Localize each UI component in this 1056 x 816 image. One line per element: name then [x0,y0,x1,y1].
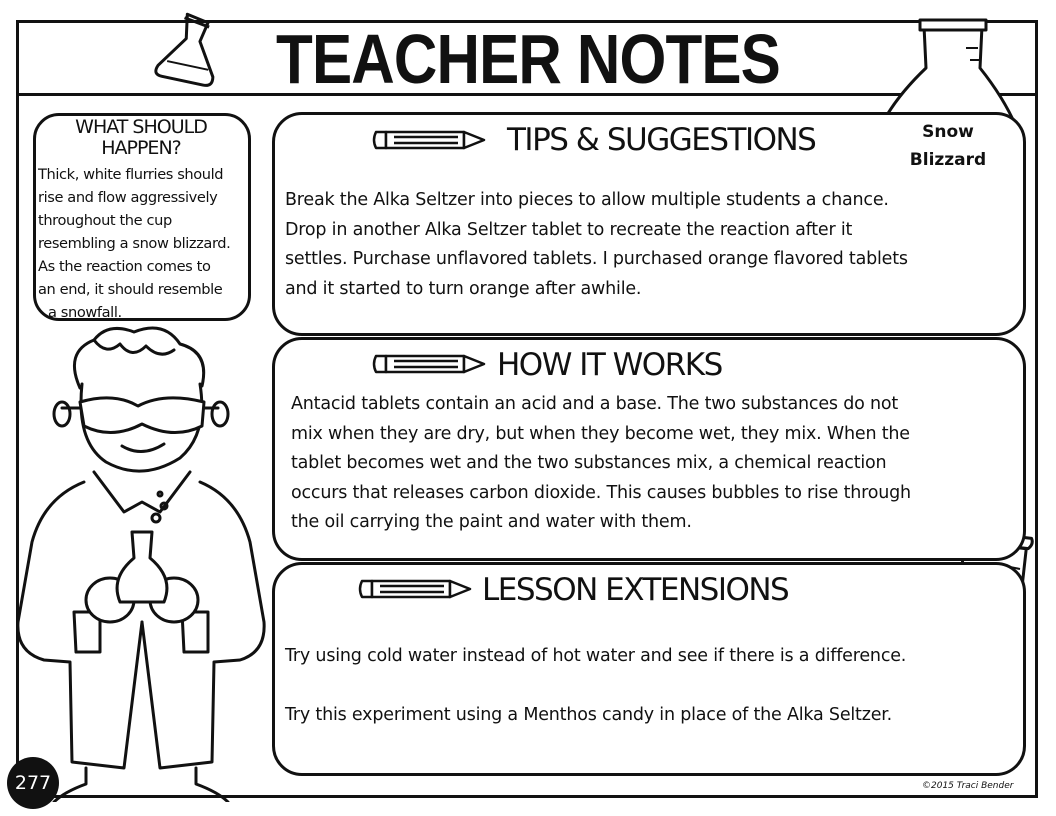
page-title: TEACHER NOTES [276,20,780,98]
how-it-works-body [291,390,911,538]
copyright: ©2015 Traci Bender [922,781,1014,791]
flask-label [900,118,996,174]
tips-heading: TIPS & SUGGESTIONS [507,122,816,158]
extension-item: Try using cold water instead of hot water and see if there is a difference. [285,646,907,666]
how-line: mix when they are dry, but when they become wet, they mix. When the [291,423,910,444]
what-line: resembling a snow blizzard. [38,235,231,252]
how-line: Antacid tablets contain an acid and a base. The two substances do not [291,394,899,414]
extension-item: Try this experiment using a Menthos candy in place of the Alka Seltzer. [285,704,893,725]
what-line: a snowfall. [48,304,122,321]
flask-label-line: Blizzard [909,150,987,170]
page-number-badge: 277 [7,757,59,809]
what-line: throughout the cup [38,212,172,229]
what-line: rise and flow aggressively [38,189,218,206]
tips-line: Break the Alka Seltzer into pieces to allow multiple students a chance. [285,190,889,210]
lesson-extensions-heading: LESSON EXTENSIONS [482,572,789,608]
how-line: tablet becomes wet and the two substances mix, a chemical reaction [291,453,887,473]
what-line: Thick, white flurries should [38,166,224,183]
pencil-icon [372,352,492,376]
pencil-icon [358,577,478,601]
tips-body [285,186,908,304]
pencil-icon [372,128,492,152]
scientist-illustration [14,322,274,802]
what-should-happen-text [38,163,250,324]
how-line: the oil carrying the paint and water with them. [291,512,692,532]
what-line: an end, it should resemble [38,281,223,298]
how-it-works-heading: HOW IT WORKS [497,347,722,383]
flask-label-line: Snow [922,122,974,142]
tips-line: settles. Purchase unflavored tablets. I purchased orange flavored tablets [285,249,908,269]
what-should-happen-title: WHAT SHOULD HAPPEN? [75,116,207,159]
lesson-extensions-body [285,642,906,730]
tips-line: Drop in another Alka Seltzer tablet to recreate the reaction after it [285,219,853,240]
what-line: As the reaction comes to [38,258,211,275]
tips-line: and it started to turn orange after awhile. [285,278,642,299]
how-line: occurs that releases carbon dioxide. This causes bubbles to rise through [291,482,911,503]
